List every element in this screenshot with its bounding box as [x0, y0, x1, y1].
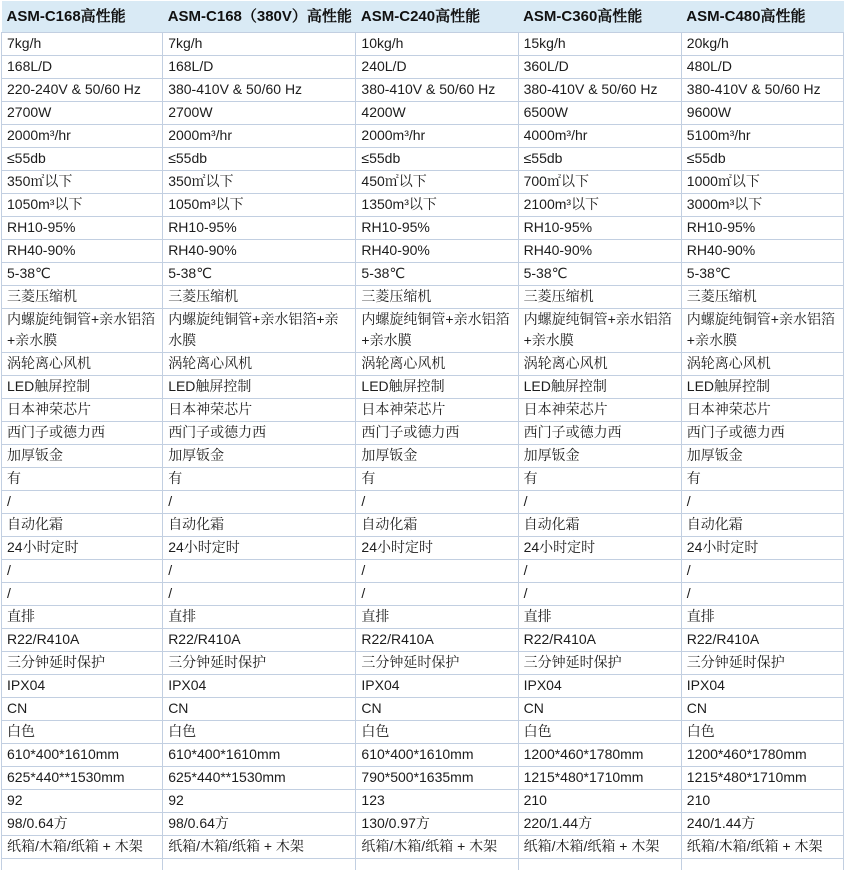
table-cell: 有	[163, 468, 356, 491]
table-cell: LED触屏控制	[518, 376, 681, 399]
table-row	[2, 698, 844, 721]
table-cell: /	[681, 560, 843, 583]
table-row	[2, 560, 844, 583]
table-cell: /	[681, 583, 843, 606]
table-row	[2, 767, 844, 790]
table-cell: 1050m³以下	[2, 194, 163, 217]
table-cell: 1200*460*1780mm	[518, 744, 681, 767]
table-row	[2, 606, 844, 629]
table-cell: 24小时定时	[163, 537, 356, 560]
table-cell: /	[2, 583, 163, 606]
table-cell: 自动化霜	[356, 514, 518, 537]
table-cell: 自动化霜	[681, 514, 843, 537]
table-cell: LED触屏控制	[2, 376, 163, 399]
table-cell: 168L/D	[163, 56, 356, 79]
table-cell: 直排	[163, 606, 356, 629]
table-cell: LED触屏控制	[163, 376, 356, 399]
table-cell: 5-38℃	[356, 263, 518, 286]
column-header: ASM-C480高性能	[681, 1, 843, 33]
table-cell: RH10-95%	[518, 217, 681, 240]
table-cell: 三分钟延时保护	[681, 652, 843, 675]
table-cell: CN	[518, 698, 681, 721]
table-cell: RH10-95%	[356, 217, 518, 240]
table-cell: 1215*480*1710mm	[681, 767, 843, 790]
table-cell: 有	[2, 468, 163, 491]
table-cell: 日本神荣芯片	[356, 399, 518, 422]
table-row	[2, 790, 844, 813]
table-cell: 内螺旋纯铜管+亲水铝箔+亲水膜	[356, 309, 518, 353]
empty-partial-row	[2, 859, 844, 870]
table-cell: /	[356, 583, 518, 606]
table-row	[2, 240, 844, 263]
table-cell: 380-410V & 50/60 Hz	[518, 79, 681, 102]
table-cell: 加厚钣金	[163, 445, 356, 468]
table-cell: 98/0.64方	[163, 813, 356, 836]
table-cell: 168L/D	[2, 56, 163, 79]
table-cell: 7kg/h	[2, 33, 163, 56]
table-cell: 24小时定时	[518, 537, 681, 560]
table-cell: /	[518, 491, 681, 514]
table-cell: 白色	[518, 721, 681, 744]
table-row	[2, 194, 844, 217]
table-cell: 24小时定时	[356, 537, 518, 560]
table-cell: CN	[2, 698, 163, 721]
table-cell: 西门子或德力西	[163, 422, 356, 445]
table-row	[2, 309, 844, 353]
table-cell: ≤55db	[163, 148, 356, 171]
table-cell: 2700W	[163, 102, 356, 125]
table-row	[2, 263, 844, 286]
table-cell: 3000m³以下	[681, 194, 843, 217]
table-cell: /	[681, 491, 843, 514]
table-cell: 三菱压缩机	[681, 286, 843, 309]
table-cell: 380-410V & 50/60 Hz	[356, 79, 518, 102]
table-row	[2, 399, 844, 422]
empty-cell	[2, 859, 163, 870]
table-cell: 790*500*1635mm	[356, 767, 518, 790]
table-cell: 日本神荣芯片	[681, 399, 843, 422]
table-cell: 自动化霜	[163, 514, 356, 537]
table-cell: 5100m³/hr	[681, 125, 843, 148]
table-cell: 纸箱/木箱/纸箱 + 木架	[2, 836, 163, 859]
table-cell: CN	[356, 698, 518, 721]
table-cell: 240/1.44方	[681, 813, 843, 836]
table-cell: 610*400*1610mm	[356, 744, 518, 767]
table-row	[2, 445, 844, 468]
table-cell: 涡轮离心风机	[681, 353, 843, 376]
table-cell: 内螺旋纯铜管+亲水铝箔+亲水膜	[681, 309, 843, 353]
table-cell: 西门子或德力西	[2, 422, 163, 445]
table-row	[2, 102, 844, 125]
table-cell: R22/R410A	[518, 629, 681, 652]
table-cell: 380-410V & 50/60 Hz	[163, 79, 356, 102]
table-cell: 20kg/h	[681, 33, 843, 56]
table-row	[2, 813, 844, 836]
column-header: ASM-C168高性能	[2, 1, 163, 33]
table-cell: 西门子或德力西	[681, 422, 843, 445]
table-cell: 三菱压缩机	[518, 286, 681, 309]
table-cell: /	[2, 491, 163, 514]
table-row	[2, 491, 844, 514]
table-row	[2, 514, 844, 537]
table-cell: 三分钟延时保护	[2, 652, 163, 675]
table-row	[2, 125, 844, 148]
table-cell: 纸箱/木箱/纸箱 + 木架	[356, 836, 518, 859]
table-cell: 白色	[681, 721, 843, 744]
table-cell: 610*400*1610mm	[2, 744, 163, 767]
table-cell: 92	[2, 790, 163, 813]
table-row	[2, 744, 844, 767]
table-cell: RH10-95%	[681, 217, 843, 240]
table-cell: 2000m³/hr	[356, 125, 518, 148]
table-cell: 内螺旋纯铜管+亲水铝箔+亲水膜	[518, 309, 681, 353]
table-cell: /	[2, 560, 163, 583]
table-cell: R22/R410A	[163, 629, 356, 652]
table-cell: 4200W	[356, 102, 518, 125]
table-cell: /	[163, 583, 356, 606]
table-row	[2, 675, 844, 698]
table-cell: 三菱压缩机	[356, 286, 518, 309]
table-cell: LED触屏控制	[356, 376, 518, 399]
table-cell: RH40-90%	[356, 240, 518, 263]
table-cell: 2000m³/hr	[163, 125, 356, 148]
table-row	[2, 376, 844, 399]
table-row	[2, 56, 844, 79]
table-row	[2, 629, 844, 652]
table-cell: LED触屏控制	[681, 376, 843, 399]
table-row	[2, 79, 844, 102]
table-cell: 自动化霜	[2, 514, 163, 537]
table-row	[2, 468, 844, 491]
table-cell: /	[356, 491, 518, 514]
table-cell: 220-240V & 50/60 Hz	[2, 79, 163, 102]
table-cell: 610*400*1610mm	[163, 744, 356, 767]
table-cell: RH40-90%	[681, 240, 843, 263]
table-cell: IPX04	[2, 675, 163, 698]
table-cell: 白色	[356, 721, 518, 744]
table-cell: 加厚钣金	[681, 445, 843, 468]
table-cell: 有	[356, 468, 518, 491]
table-cell: 7kg/h	[163, 33, 356, 56]
table-cell: IPX04	[518, 675, 681, 698]
table-cell: 1215*480*1710mm	[518, 767, 681, 790]
table-cell: 三菱压缩机	[2, 286, 163, 309]
table-cell: /	[356, 560, 518, 583]
table-cell: 涡轮离心风机	[518, 353, 681, 376]
table-cell: 三分钟延时保护	[163, 652, 356, 675]
table-cell: 240L/D	[356, 56, 518, 79]
table-cell: 5-38℃	[681, 263, 843, 286]
table-cell: 直排	[518, 606, 681, 629]
table-cell: 380-410V & 50/60 Hz	[681, 79, 843, 102]
table-cell: CN	[163, 698, 356, 721]
table-cell: 纸箱/木箱/纸箱 + 木架	[681, 836, 843, 859]
table-cell: 123	[356, 790, 518, 813]
empty-cell	[356, 859, 518, 870]
empty-cell	[518, 859, 681, 870]
empty-cell	[681, 859, 843, 870]
table-cell: ≤55db	[2, 148, 163, 171]
table-cell: 360L/D	[518, 56, 681, 79]
spec-table	[1, 1, 844, 870]
table-cell: ≤55db	[356, 148, 518, 171]
table-cell: 日本神荣芯片	[2, 399, 163, 422]
table-cell: 内螺旋纯铜管+亲水铝箔+亲水膜	[163, 309, 356, 353]
table-cell: ≤55db	[518, 148, 681, 171]
table-cell: 1050m³以下	[163, 194, 356, 217]
table-cell: 92	[163, 790, 356, 813]
table-cell: 纸箱/木箱/纸箱 + 木架	[518, 836, 681, 859]
table-cell: RH40-90%	[163, 240, 356, 263]
table-cell: 1200*460*1780mm	[681, 744, 843, 767]
table-cell: 5-38℃	[518, 263, 681, 286]
table-row	[2, 652, 844, 675]
table-row	[2, 836, 844, 859]
table-cell: IPX04	[681, 675, 843, 698]
table-cell: 加厚钣金	[2, 445, 163, 468]
table-cell: 自动化霜	[518, 514, 681, 537]
table-cell: 350㎡以下	[163, 171, 356, 194]
table-row	[2, 721, 844, 744]
header-row	[2, 1, 844, 33]
table-cell: 4000m³/hr	[518, 125, 681, 148]
table-row	[2, 422, 844, 445]
table-cell: 直排	[356, 606, 518, 629]
table-cell: 2000m³/hr	[2, 125, 163, 148]
table-cell: 625*440**1530mm	[163, 767, 356, 790]
table-cell: 三分钟延时保护	[356, 652, 518, 675]
table-row	[2, 33, 844, 56]
table-row	[2, 353, 844, 376]
empty-cell	[163, 859, 356, 870]
table-cell: RH10-95%	[163, 217, 356, 240]
table-cell: 白色	[163, 721, 356, 744]
table-cell: 2700W	[2, 102, 163, 125]
table-cell: RH40-90%	[2, 240, 163, 263]
table-cell: 直排	[2, 606, 163, 629]
table-cell: RH40-90%	[518, 240, 681, 263]
table-row	[2, 537, 844, 560]
table-cell: 有	[681, 468, 843, 491]
table-cell: 白色	[2, 721, 163, 744]
table-row	[2, 583, 844, 606]
table-cell: 450㎡以下	[356, 171, 518, 194]
column-header: ASM-C360高性能	[518, 1, 681, 33]
table-cell: 三分钟延时保护	[518, 652, 681, 675]
table-cell: 内螺旋纯铜管+亲水铝箔+亲水膜	[2, 309, 163, 353]
table-cell: R22/R410A	[2, 629, 163, 652]
table-cell: ≤55db	[681, 148, 843, 171]
table-cell: 日本神荣芯片	[518, 399, 681, 422]
table-cell: RH10-95%	[2, 217, 163, 240]
table-cell: 24小时定时	[681, 537, 843, 560]
table-cell: 9600W	[681, 102, 843, 125]
table-cell: 涡轮离心风机	[163, 353, 356, 376]
table-cell: /	[518, 583, 681, 606]
table-cell: 98/0.64方	[2, 813, 163, 836]
table-cell: 5-38℃	[163, 263, 356, 286]
table-cell: 西门子或德力西	[518, 422, 681, 445]
table-row	[2, 286, 844, 309]
table-cell: R22/R410A	[356, 629, 518, 652]
table-cell: 210	[681, 790, 843, 813]
table-cell: 15kg/h	[518, 33, 681, 56]
table-cell: 加厚钣金	[356, 445, 518, 468]
table-cell: 三菱压缩机	[163, 286, 356, 309]
table-cell: 涡轮离心风机	[356, 353, 518, 376]
table-cell: 有	[518, 468, 681, 491]
table-cell: 350㎡以下	[2, 171, 163, 194]
table-cell: 日本神荣芯片	[163, 399, 356, 422]
table-cell: 涡轮离心风机	[2, 353, 163, 376]
table-cell: 10kg/h	[356, 33, 518, 56]
table-row	[2, 148, 844, 171]
table-cell: 480L/D	[681, 56, 843, 79]
table-cell: 6500W	[518, 102, 681, 125]
table-cell: 5-38℃	[2, 263, 163, 286]
table-cell: 纸箱/木箱/纸箱 + 木架	[163, 836, 356, 859]
table-cell: 24小时定时	[2, 537, 163, 560]
table-cell: IPX04	[163, 675, 356, 698]
column-header: ASM-C168（380V）高性能	[163, 1, 356, 33]
table-cell: 130/0.97方	[356, 813, 518, 836]
table-cell: R22/R410A	[681, 629, 843, 652]
table-cell: /	[518, 560, 681, 583]
column-header: ASM-C240高性能	[356, 1, 518, 33]
table-cell: /	[163, 491, 356, 514]
table-row	[2, 217, 844, 240]
table-cell: 1000㎡以下	[681, 171, 843, 194]
table-cell: 2100m³以下	[518, 194, 681, 217]
table-body	[2, 33, 844, 870]
table-cell: 210	[518, 790, 681, 813]
table-cell: 220/1.44方	[518, 813, 681, 836]
table-row	[2, 171, 844, 194]
table-cell: CN	[681, 698, 843, 721]
table-cell: 加厚钣金	[518, 445, 681, 468]
table-cell: 直排	[681, 606, 843, 629]
table-cell: 625*440**1530mm	[2, 767, 163, 790]
table-cell: /	[163, 560, 356, 583]
table-cell: 700㎡以下	[518, 171, 681, 194]
table-cell: IPX04	[356, 675, 518, 698]
table-cell: 1350m³以下	[356, 194, 518, 217]
table-cell: 西门子或德力西	[356, 422, 518, 445]
